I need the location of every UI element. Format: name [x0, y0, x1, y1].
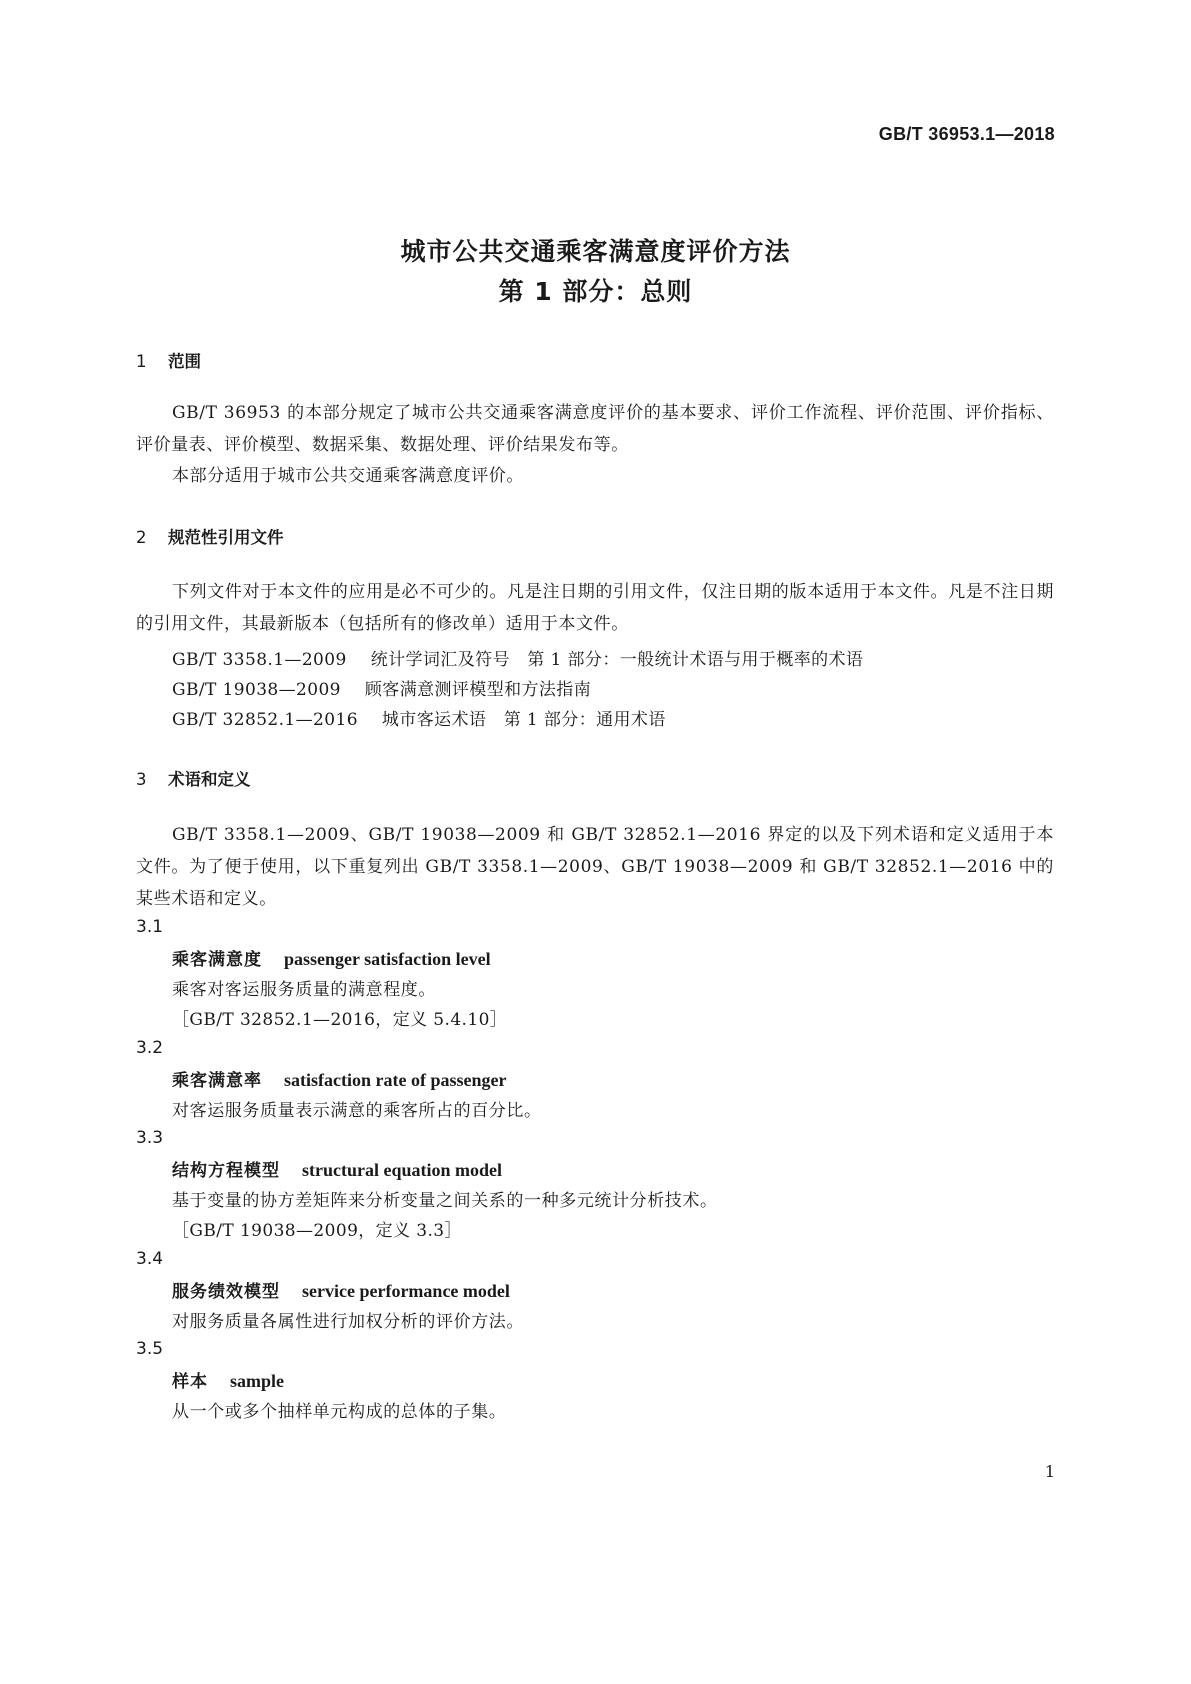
section-heading: 3 术语和定义 — [136, 770, 251, 789]
term-english: service performance model — [302, 1281, 510, 1301]
term-chinese: 服务绩效模型 — [172, 1282, 280, 1302]
term-number: 3.1 — [136, 917, 164, 937]
term-chinese: 乘客满意率 — [172, 1071, 262, 1091]
reference-item: GB/T 32852.1—2016 城市客运术语 第 1 部分：通用术语 — [172, 710, 666, 730]
term-source: ［GB/T 19038—2009，定义 3.3］ — [172, 1221, 462, 1241]
term-entry — [172, 1277, 510, 1302]
term-chinese: 样本 — [172, 1372, 208, 1392]
term-number: 3.2 — [136, 1038, 164, 1058]
standard-code: GB/T 36953.1—2018 — [878, 124, 1055, 144]
term-chinese: 结构方程模型 — [172, 1161, 280, 1181]
term-english: satisfaction rate of passenger — [284, 1070, 507, 1090]
term-source: ［GB/T 32852.1—2016，定义 5.4.10］ — [172, 1010, 508, 1030]
document-title: 城市公共交通乘客满意度评价方法 — [400, 237, 791, 266]
term-number: 3.3 — [136, 1128, 164, 1148]
reference-item: GB/T 19038—2009 顾客满意测评模型和方法指南 — [172, 680, 592, 700]
paragraph: GB/T 36953 的本部分规定了城市公共交通乘客满意度评价的基本要求、评价工作流程、评价范围、评价指标、评价量表、评价模型、数据采集、数据处理、评价结果发布等。 — [136, 403, 1054, 455]
term-entry — [172, 1156, 502, 1181]
term-number: 3.5 — [136, 1339, 164, 1359]
section-heading: 1 范围 — [136, 352, 201, 371]
term-english: structural equation model — [302, 1160, 502, 1180]
term-chinese: 乘客满意度 — [172, 950, 262, 970]
term-english: passenger satisfaction level — [284, 949, 491, 969]
term-entry — [172, 1066, 506, 1091]
term-definition: 对服务质量各属性进行加权分析的评价方法。 — [172, 1312, 524, 1332]
term-definition: 对客运服务质量表示满意的乘客所占的百分比。 — [172, 1101, 542, 1121]
reference-item: GB/T 3358.1—2009 统计学词汇及符号 第 1 部分：一般统计术语与用于概率的术语 — [172, 650, 864, 670]
document-subtitle: 第 1 部分：总则 — [498, 277, 693, 306]
page-number: 1 — [1044, 1462, 1055, 1481]
term-definition: 从一个或多个抽样单元构成的总体的子集。 — [172, 1402, 507, 1422]
term-entry — [172, 945, 491, 970]
term-definition: 乘客对客运服务质量的满意程度。 — [172, 980, 436, 1000]
term-english: sample — [230, 1371, 284, 1391]
paragraph: 下列文件对于本文件的应用是必不可少的。凡是注日期的引用文件，仅注日期的版本适用于本文件。凡是不注日期的引用文件，其最新版本（包括所有的修改单）适用于本文件。 — [136, 582, 1054, 634]
term-definition: 基于变量的协方差矩阵来分析变量之间关系的一种多元统计分析技术。 — [172, 1191, 718, 1211]
term-entry — [172, 1367, 284, 1392]
paragraph: GB/T 3358.1—2009、GB/T 19038—2009 和 GB/T 32852.1—2016 界定的以及下列术语和定义适用于本文件。为了便于使用，以下重复列出 GB/T 3358.1—2009、GB/T 19038—2009 和 GB/T 32852.1—2016 中的某些术语和定义。 — [136, 825, 1054, 909]
section-heading: 2 规范性引用文件 — [136, 528, 284, 547]
term-number: 3.4 — [136, 1249, 164, 1269]
paragraph: 本部分适用于城市公共交通乘客满意度评价。 — [172, 466, 524, 486]
